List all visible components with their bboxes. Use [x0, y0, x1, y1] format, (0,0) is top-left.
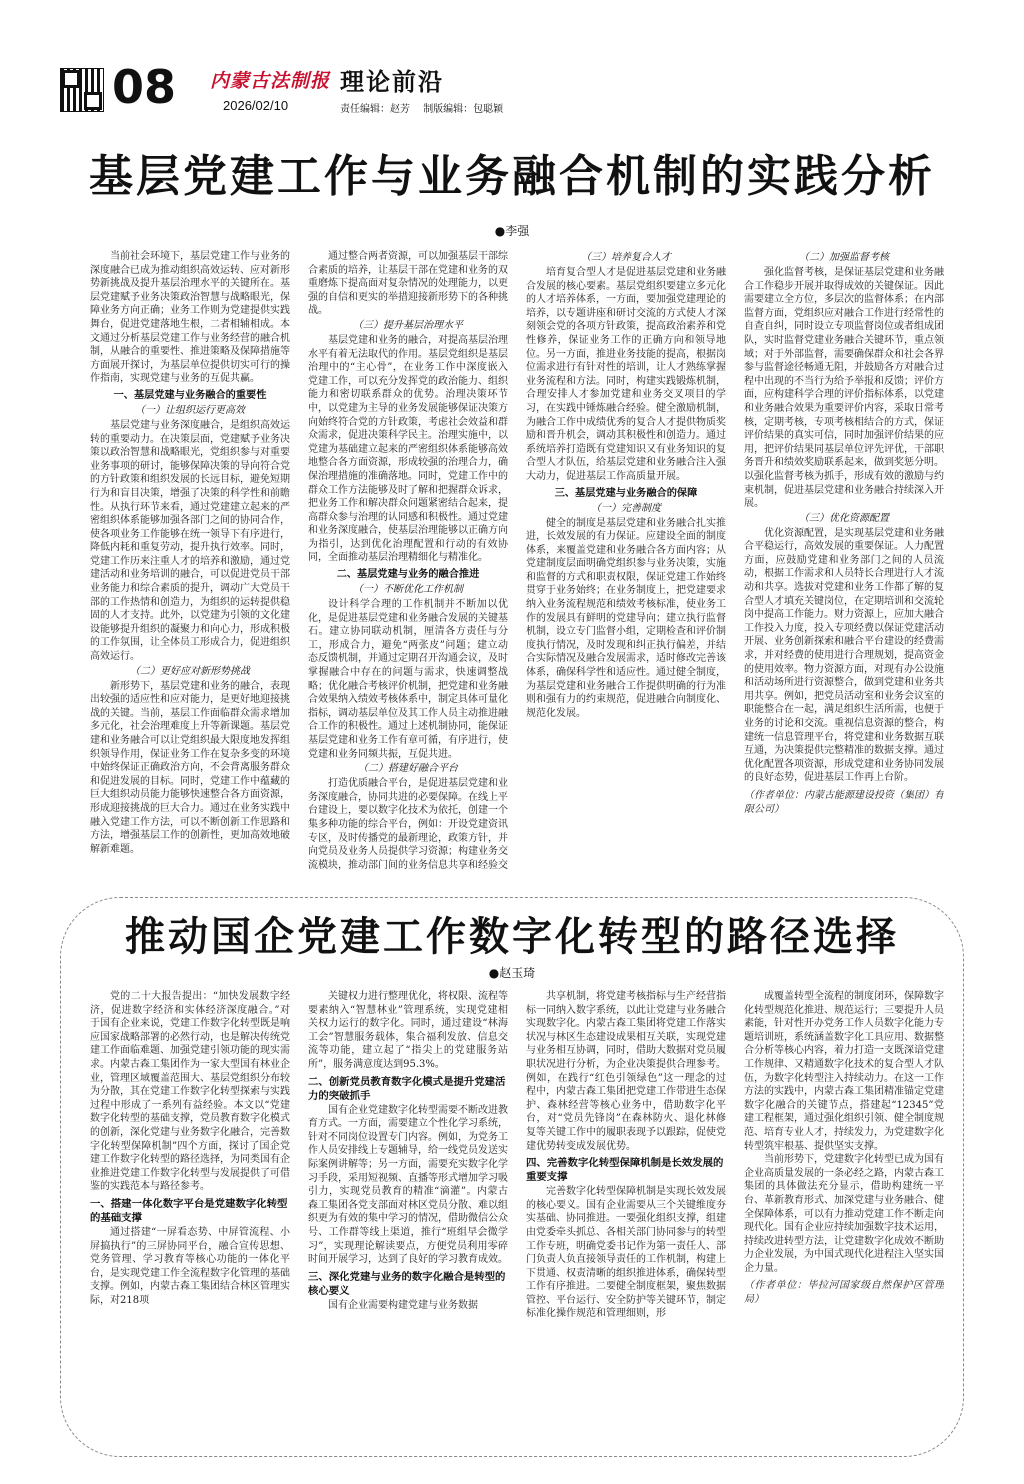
- subsection-heading: （一）完善制度: [591, 502, 661, 514]
- paragraph: 共享机制，将党建考核指标与生产经营指标一同纳入数字系统，以此让党建与业务融合实现数字化。内蒙古森工集团将党建工作落实状况与林区生态建设成果相互关联，实现党建与业务相互协调，同时，借助大数据对党员履职状况进行分析，为企业决策提供合理参考。例如，在践行“红色引领绿色”这一理念的过程中，内蒙古森工集团把党建工作带进生态保护、森林经营等核心业务中，借助数字化平台，对“党员先锋岗”在森林防火、退化林修复等关键工作中的履职表现予以跟踪，促使党建优势转变成发展优势。: [526, 991, 726, 1152]
- paragraph: 健全的制度是基层党建和业务融合扎实推进，长效发展的有力保证。应建设全面的制度体系，来覆盖党建和业务融合各方面内容；从党建制度层面明确党组织参与业务决策，实施和监督的方式和职责权限，保证党建工作始终贯穿于业务始终；在业务制度上，把党建要求纳入业务流程规范和绩效考核标准，使业务工作的发展具有鲜明的党建导向；建立执行监督机制，设立专门监督小组，定期检查和评价制度执行情况，及时发现和纠正执行偏差，并结合实际情况及融合发展需求，适时修改完善该体系，确保科学性和适应性。通过健全制度，为基层党建和业务融合工作提供明确的行为准则和强有力的约束规范，促进融合向制度化、规范化发展。: [526, 517, 726, 719]
- article1-column: [90, 250, 290, 870]
- article2-column: [526, 990, 726, 1435]
- subsection-heading: （二）加强监督考核: [799, 252, 889, 263]
- section-heading: 一、搭建一体化数字平台是党建数字化转型的基础支撑: [90, 1197, 288, 1224]
- section-heading: 一、基层党建与业务融合的重要性: [113, 389, 267, 401]
- paragraph: 国有企业党建数字化转型需要不断改进教育方式。一方面，需要建立个性化学习系统，针对不同岗位设置专门内容。例如，为党务工作人员安排线上专题辅导，给一线党员发送实际案例讲解等；另一方面，需要充实数字化学习手段，采用短视频、直播等形式增加学习吸引力，实现党员教育的精准“滴灌”。内蒙古森工集团各党支部面对林区党员分散、难以组织更为有效的集中学习的情况，借助微信公众号、工作群等线上渠道，推行“班组早会微学习”，实现理论解读要点，方便党员利用零碎时间开展学习，达到了良好的学习教育成效。: [308, 1104, 508, 1266]
- issue-date: 2026/02/10: [223, 98, 289, 113]
- article1-column: [744, 250, 944, 870]
- subsection-heading: （三）优化资源配置: [799, 512, 889, 524]
- subsection-heading: （三）提升基层治理水平: [353, 319, 463, 331]
- author-affiliation: （作者单位：毕拉河国家级自然保护区管理局）: [744, 1280, 944, 1306]
- paragraph: 设计科学合理的工作机制并不断加以优化，是促进基层党建和业务融合发展的关键基石。建立协同联动机制，厘清各方责任与分工，形成合力，避免“两张皮”问题；建立动态反馈机制，并通过定期召开沟通会议，及时掌握融合中存在的问题与需求，快速调整战略；优化融合考核评价机制，把党建和业务融合效果纳入绩效考核体系中，制定具体可量化指标，调动基层单位及其工作人员主动推进融合工作的积极性。通过上述机制协同，能保证基层党建和业务工作有章可循，有序进行，使党建和业务同频共振，互促共进。: [308, 599, 508, 760]
- author-affiliation: （作者单位：内蒙古能源建设投资（集团）有限公司）: [744, 789, 944, 815]
- paragraph: 优化资源配置，是实现基层党建和业务融合平稳运行，高效发展的重要保证。人力配置方面，应鼓励党建和业务部门之间的人员流动，根据工作需求和人员特长合理进行人才流动和共享。选拔对党建和业务工作都了解的复合型人才填充关键岗位，在定期培训和交流轮岗中提高工作能力。财力资源上，应加大融合工作投入力度，投入专项经费以保证党建活动开展、业务创新探索和融合平台建设的经费需求，并对经费的使用进行合理规划，提高资金的使用效率。物力资源方面，对现有办公设施和活动场所进行资源整合，做到党建和业务共用共享。例如，把党员活动室和业务会议室的职能整合在一起，满足组织生活所需，也便于业务的讨论和交流。重视信息资源的整合，构建统一信息管理平台，将党建和业务数据互联互通，为决策提供完整精准的数据支撑。通过优化配置各项资源，形成党建和业务协同发展的良好态势，促进基层工作再上台阶。: [744, 527, 944, 784]
- subsection-heading: （三）培养复合人才: [581, 252, 671, 263]
- paragraph: 基层党建和业务的融合，对提高基层治理水平有着无法取代的作用。基层党组织是基层治理中的“主心骨”，在业务工作中深度嵌入党建工作，可以充分发挥党的政治能力、组织能力和密切联系群众的优势。治理决策环节中，以党建为主导的业务发展能够保证决策方向始终符合党的方针政策，考虑社会效益和群众需求，促进决策科学民主。治理实施中，以党建为基础建立起来的严密组织体系能够高效地整合各方面资源，形成较强的治理合力，确保治理措施的准确落地。同时，党建工作中的群众工作方法能够及时了解和把握群众诉求，把业务工作和解决群众问题紧密结合起来，提高群众参与治理的认同感和积极性。通过党建和业务深度融合，使基层治理能够以正确方向为指引，达到优化治理配置和行动的有效协同，全面推动基层治理精细化与精准化。: [308, 334, 508, 564]
- responsible-editor: 责任编辑：赵芳: [340, 104, 410, 115]
- article2-column: [308, 990, 508, 1435]
- article1-title: 基层党建工作与业务融合机制的实践分析: [89, 151, 935, 202]
- newspaper-logo: 内蒙古法制报: [210, 70, 331, 92]
- paragraph: 国有企业需要构建党建与业务数据: [328, 1299, 478, 1311]
- paragraph: 成覆盖转型全流程的制度闭环，保障数字化转型规范化推进、规范运行；三要提升人员素能，针对性开办党务工作人员数字化能力专题培训班，系统涵盖数字化工具应用、数据整合分析等核心内容，着力打造一支既深谙党建工作规律、又精通数字化技术的复合型人才队伍，为数字化转型注入持续动力。在这一工作方法的实践中，内蒙古森工集团精准锚定党建数字化融合的关键节点，搭建起“12345”党建工程框架，通过强化组织引领、健全制度规范、培育专业人才，持续发力，为党建数字化转型筑牢根基、提供坚实支撑。: [744, 991, 944, 1152]
- editor-credits: [340, 100, 513, 115]
- article2-title: 推动国企党建工作数字化转型的路径选择: [125, 913, 899, 960]
- paragraph: 关键权力进行整理优化，将权限、流程等要素纳入“智慧林业”管理系统，实现党建相关权力运行的数字化。同时，通过建设“林海工会”智慧服务载体，集合福利发放、信息交流等功能，建立起了“指尖上的党建服务站所”，服务满意度达到95.3%。: [308, 991, 508, 1070]
- article2-author: ●赵玉琦: [488, 966, 536, 980]
- subsection-heading: （一）让组织运行更高效: [135, 404, 245, 416]
- subsection-heading: （二）搭建好融合平台: [358, 763, 458, 775]
- paragraph: 通过搭建“一屏看态势、中屏管流程、小屏搞执行”的三屏协同平台，融合宣传思想、党务管理、学习教育等核心功能的一体化平台，是实现党建工作全流程数字化管理的基础支撑。例如，内蒙古森工集团结合林区管理实际，对218项: [90, 1226, 290, 1306]
- article2-column: [744, 990, 944, 1435]
- paragraph: 完善数字化转型保障机制是实现长效发展的核心要义。国有企业需要从三个关键维度夯实基础、协同推进。一要强化组织支撑，组建由党委牵头抓总、各相关部门协同参与的转型工作专班，明确党委书记作为第一责任人、部门负责人负直接领导责任的工作机制，构建上下贯通、权责清晰的组织推进体系，确保转型工作有序推进。二要健全制度框架，聚焦数据管控、平台运行、安全防护等关键环节，制定标准化操作规范和管理细则，形: [526, 1186, 726, 1320]
- article1-body: [90, 250, 944, 870]
- production-editor: 制版编辑：包聪颖: [423, 104, 504, 115]
- article1-column: [526, 250, 726, 870]
- subsection-heading: （一）不断优化工作机制: [353, 584, 463, 596]
- paragraph: 通过整合两者资源，可以加强基层干部综合素质的培养，让基层干部在党建和业务的双重磨炼下提高面对复杂情况的处理能力，以更强的自信和更实的举措迎接新形势下的各种挑战。: [308, 251, 508, 317]
- paragraph: 当前社会环境下，基层党建工作与业务的深度融合已成为推动组织高效运转、应对新形势新挑战及提升基层治理水平的关键所在。基层党建赋予业务决策政治智慧与战略眼光，保障业务方向正确；业务工作则为党建提供实践舞台，促进党建落地生根，二者相辅相成。本文通过分析基层党建工作与业务经营的融合机制，从融合的重要性、推进策略及保障措施等方面展开探讨，为基层单位提供切实可行的操作指南，实现党建与业务的互促共赢。: [90, 251, 290, 385]
- paragraph: 新形势下，基层党建和业务的融合，表现出较强的适应性和应对能力，是更好地迎接挑战的关键。当前，基层工作面临群众需求增加多元化，社会治理难度上升等新课题。基层党建和业务融合可以让党组织最大限度地发挥组织领导作用，保证业务工作在复杂多变的环境中始终保证正确政治方向，不会背离服务群众和促进发展的目标。同时，党建工作中蕴藏的巨大组织动员能力能够快速整合各方面资源，形成迎接挑战的巨大合力。通过在业务实践中融入党建工作方法，可以不断创新工作思路和方法，增强基层工作的创新性，更加高效地破解新难题。: [90, 680, 290, 855]
- article1-column: [308, 250, 508, 870]
- page-number: 08: [112, 60, 177, 114]
- paragraph: 打造优质融合平台，是促进基层党建和业务深度融合，协同共进的必要保障。在线上平台建设上，要以数字化技术为依托，创建一个集多种功能的综合平台，例如：开设党建资讯专区，及时传播党的最新理论，政策方针，并向党员及业务人员提供学习资源；构建业务交流模块，推动部门间的业务信息共享和经验交: [308, 778, 508, 870]
- section-title: 理论前沿: [340, 67, 444, 96]
- paragraph: 培育复合型人才是促进基层党建和业务融合发展的核心要素。基层党组织要建立多元化的人才培养体系，一方面，要加强党建理论的培养，以专题讲座和研讨交流的方式使人才深刻领会党的各项方针政策，提高政治素养和党性修养，保证业务工作的正确方向和领导地位。另一方面，推进业务技能的提高，根据岗位需求进行有针对性的培训，让人才熟练掌握业务流程和方法。同时，构建实践锻炼机制，合理安排人才参加党建和业务交叉项目的学习，在实践中锤炼融合经验。健全激励机制，为融合工作中成绩优秀的复合人才提供物质奖励和晋升机会，调动其积极性和创造力。通过系统培养打造既有党建知识又有业务知识的复合型人才队伍，给基层党建和业务融合注入强大动力，促进基层工作高质量开展。: [526, 267, 726, 482]
- section-heading: 四、完善数字化转型保障机制是长效发展的重要支撑: [526, 1157, 724, 1184]
- section-heading: 三、基层党建与业务融合的保障: [554, 487, 698, 499]
- section-heading: 三、深化党建与业务的数字化融合是转型的核心要义: [308, 1270, 506, 1297]
- subsection-heading: （二）更好应对新形势挑战: [130, 665, 250, 677]
- qr-code-icon[interactable]: [60, 68, 104, 112]
- masthead: [60, 60, 964, 120]
- article2-column: [90, 990, 290, 1435]
- section-heading: 二、创新党员教育数字化模式是提升党建活力的突破抓手: [308, 1075, 506, 1102]
- paragraph: 当前形势下，党建数字化转型已成为国有企业高质量发展的一条必经之路，内蒙古森工集团的具体做法充分显示，借助构建统一平台、革新教育形式、加深党建与业务融合、健全保障体系，可以有力推动党建工作不断走向现代化。国有企业应持续加强数字技术运用，持续改进转型方法，让党建数字化成效不断助力企业发展，为中国式现代化进程注入坚实国企力量。: [744, 1154, 944, 1274]
- paragraph: 党的二十大报告提出：“加快发展数字经济，促进数字经济和实体经济深度融合。”对于国有企业来说，党建工作数字化转型既是响应国家战略部署的必然行动，也是解决传统党建工作面临难题、加强党建引领功能的现实需求。内蒙古森工集团作为一家大型国有林业企业，管理区域覆盖范围大、基层党组织分布较为分散，其在党建工作数字化转型探索与实践过程中形成了一系列有益经验。本文以“党建数字化转型的基础支撑，党员教育数字化模式的创新，深化党建与业务数字化融合，完善数字化转型保障机制”四个方面，探讨了国企党建工作数字化转型的路径选择，为同类国有企业推进党建工作数字化转型与发展提供了可借鉴的实践范本与路径参考。: [90, 991, 290, 1193]
- paragraph: 基层党建与业务深度融合，是组织高效运转的重要动力。在决策层面，党建赋予业务决策以政治智慧和战略眼光，党组织参与对重要业务事项的研讨，能够保障决策的导向符合党的方针政策和组织发展的长远目标，避免短期行为和盲目决策，增强了决策的科学性和前瞻性。从执行环节来看，通过党建建立起来的严密组织体系能够加强各部门之间的协同合作，使各项业务工作能够在统一领导下有序进行，降低内耗和重复劳动，提升执行效率。同时，党建工作历来注重人才的培养和激励，通过党建活动和业务培训的融合，可以促进党员干部业务能力和综合素质的提升，调动广大党员干部的工作热情和创造力，为组织的运转提供稳固的人才支持。此外，以党建为引领的文化建设能够提升组织的凝聚力和向心力，形成积极的工作氛围，让全体员工形成合力，促进组织高效运行。: [90, 419, 290, 663]
- paragraph: 强化监督考核，是保证基层党建和业务融合工作稳步开展并取得成效的关键保证。因此需要建立全方位，多层次的监督体系；在内部监督方面，党组织应对融合工作进行经常性的自查自纠，同时设立专项监督岗位或者组成团队，实时监督党建业务融合关键环节，重点领域；对于外部监督，需要确保群众和社会各界参与监督途径畅通无阻，并鼓励各方对融合过程中出现的不当行为给予举报和反馈；评价方面，应构建科学合理的评价指标体系，以党建和业务融合效果为重要评价内容，采取日常考核，定期考核，专项考核相结合的方式，保证评价结果的真实可信，同时加强评价结果的应用，把评价结果同基层单位评先评优，干部职务晋升和绩效奖励联系起来，做到奖惩分明。以强化监督考核为抓手，形成有效的激励与约束机制，促进基层党建和业务融合持续深入开展。: [744, 267, 944, 510]
- article2-body: [90, 990, 944, 1435]
- section-heading: 二、基层党建与业务的融合推进: [336, 569, 480, 581]
- article1-author: ●李强: [494, 224, 530, 238]
